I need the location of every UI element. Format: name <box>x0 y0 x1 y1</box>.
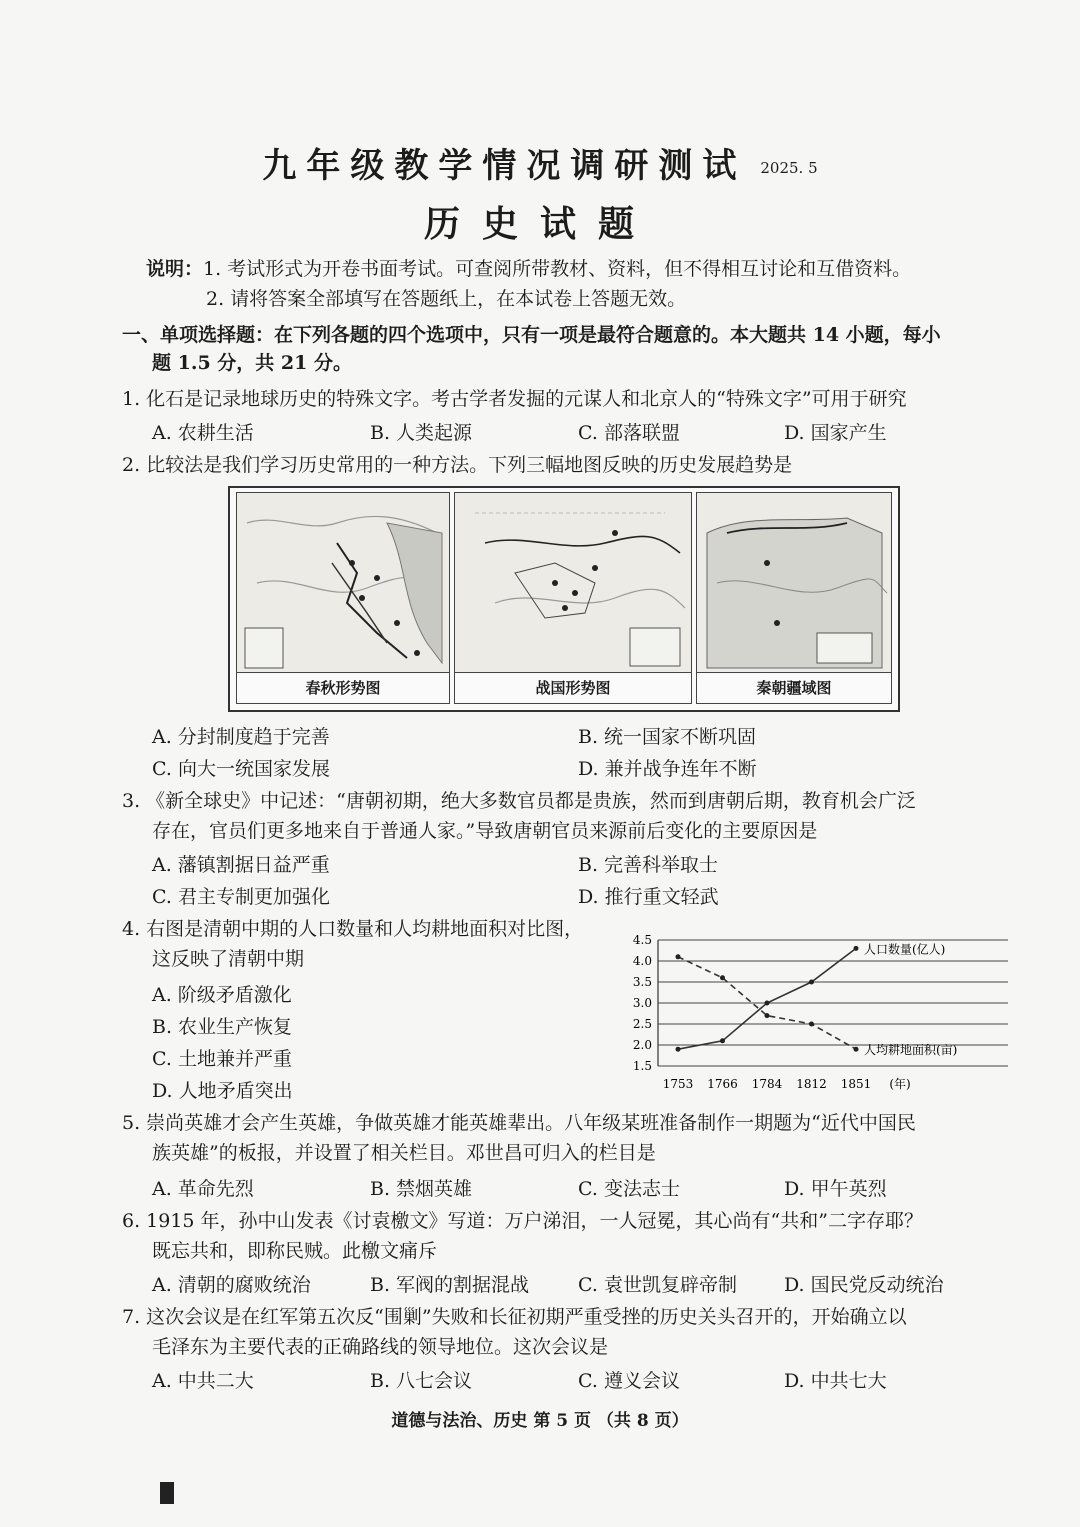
question-5-stem-line-2: 族英雄”的板报，并设置了相关栏目。邓世昌可归入的栏目是 <box>152 1142 656 1164</box>
section-heading-line-1: 一、单项选择题：在下列各题的四个选项中，只有一项是最符合题意的。本大题共 14 小题，每小 <box>122 324 941 346</box>
chart-x-tick-label: 1766 <box>707 1077 738 1091</box>
chart-y-tick-label: 2.5 <box>632 1017 652 1031</box>
chart-y-tick-label: 3.0 <box>632 996 652 1010</box>
chart-point <box>854 1047 859 1052</box>
question-6-option-c: C. 袁世凯复辟帝制 <box>578 1274 737 1296</box>
exam-title-text: 九年级教学情况调研测试 <box>262 146 747 186</box>
question-2-stem: 2. 比较法是我们学习历史常用的一种方法。下列三幅地图反映的历史发展趋势是 <box>122 454 793 476</box>
chart-series-label-2: 人均耕地面积(亩) <box>864 1043 958 1058</box>
chart-point <box>809 980 814 985</box>
map-spring-autumn-drawing <box>237 493 449 673</box>
scan-mark <box>160 1482 174 1504</box>
question-2-option-b: B. 统一国家不断巩固 <box>578 726 757 748</box>
chart-y-tick-label: 4.0 <box>632 954 652 968</box>
chart-point <box>854 946 859 951</box>
chart-series-label-1: 人口数量(亿人) <box>864 942 946 957</box>
notes <box>146 256 911 282</box>
question-4-option-a: A. 阶级矛盾激化 <box>152 984 292 1006</box>
question-4-option-b: B. 农业生产恢复 <box>152 1016 293 1038</box>
question-5-option-c: C. 变法志士 <box>578 1178 680 1200</box>
question-4-stem-line-1: 4. 右图是清朝中期的人口数量和人均耕地面积对比图， <box>122 918 584 940</box>
question-3-option-b: B. 完善科举取士 <box>578 854 719 876</box>
question-4-stem-line-2: 这反映了清朝中期 <box>152 948 305 970</box>
notes-item-2: 2. 请将答案全部填写在答题纸上，在本试卷上答题无效。 <box>206 288 687 310</box>
question-7-option-c: C. 遵义会议 <box>578 1370 680 1392</box>
question-6-option-a: A. 清朝的腐败统治 <box>152 1274 311 1296</box>
question-3-stem-line-2: 存在，官员们更多地来自于普通人家。”导致唐朝官员来源前后变化的主要原因是 <box>152 820 818 842</box>
question-6-option-d: D. 国民党反动统治 <box>784 1274 944 1296</box>
question-6-option-b: B. 军阀的割据混战 <box>370 1274 530 1296</box>
map-spring-autumn <box>236 492 450 704</box>
question-5-option-a: A. 革命先烈 <box>152 1178 254 1200</box>
chart-x-tick-label: 1784 <box>751 1077 783 1091</box>
chart-svg <box>618 930 1008 1095</box>
question-5-option-d: D. 甲午英烈 <box>784 1178 887 1200</box>
notes-label: 说明： <box>146 258 204 280</box>
question-2-option-c: C. 向大一统国家发展 <box>152 758 330 780</box>
chart-point <box>765 1001 770 1006</box>
map-caption-warring-states: 战国形势图 <box>455 672 691 703</box>
chart-y-tick-label: 1.5 <box>632 1059 652 1073</box>
page-footer: 道德与法治、历史 第 5 页 （共 8 页） <box>391 1411 689 1431</box>
section-heading-line-2: 题 1.5 分，共 21 分。 <box>152 352 352 374</box>
chart-x-tick-label: 1812 <box>796 1077 827 1091</box>
chart-y-tick-label: 3.5 <box>632 975 652 989</box>
question-2-option-a: A. 分封制度趋于完善 <box>152 726 330 748</box>
map-qin-territory-drawing <box>697 493 891 673</box>
question-5-option-b: B. 禁烟英雄 <box>370 1178 473 1200</box>
question-4-option-d: D. 人地矛盾突出 <box>152 1080 293 1102</box>
exam-date: 2025. 5 <box>760 159 818 177</box>
question-7-stem-line-1: 7. 这次会议是在红军第五次反“围剿”失败和长征初期严重受挫的历史关头召开的，开始确立以 <box>122 1306 907 1328</box>
question-4-option-c: C. 土地兼并严重 <box>152 1048 292 1070</box>
chart-y-tick-label: 4.5 <box>632 933 652 947</box>
question-3-option-d: D. 推行重文轻武 <box>578 886 719 908</box>
chart-x-tick-label: 1851 <box>840 1077 872 1091</box>
map-caption-spring-autumn: 春秋形势图 <box>237 672 449 703</box>
question-2-option-d: D. 兼并战争连年不断 <box>578 758 757 780</box>
notes-item-1: 1. 考试形式为开卷书面考试。可查阅所带教材、资料，但不得相互讨论和互借资料。 <box>203 258 912 280</box>
map-panel <box>228 486 900 712</box>
question-7-option-a: A. 中共二大 <box>152 1370 254 1392</box>
chart-point <box>676 1047 681 1052</box>
question-1-option-b: B. 人类起源 <box>370 422 473 444</box>
question-5-stem-line-1: 5. 崇尚英雄才会产生英雄，争做英雄才能英雄辈出。八年级某班准备制作一期题为“近代中国民 <box>122 1112 916 1134</box>
subject-title: 历史试题 <box>423 203 656 245</box>
question-3-option-c: C. 君主专制更加强化 <box>152 886 330 908</box>
question-1-stem: 1. 化石是记录地球历史的特殊文字。考古学者发掘的元谋人和北京人的“特殊文字”可用于研究 <box>122 388 907 410</box>
question-1-option-d: D. 国家产生 <box>784 422 887 444</box>
chart-point <box>809 1022 814 1027</box>
question-7-stem-line-2: 毛泽东为主要代表的正确路线的领导地位。这次会议是 <box>152 1336 609 1358</box>
map-caption-qin: 秦朝疆域图 <box>697 672 891 703</box>
map-warring-states-drawing <box>455 493 691 673</box>
question-1-option-c: C. 部落联盟 <box>578 422 680 444</box>
question-6-stem-line-1: 6. 1915 年，孙中山发表《讨袁檄文》写道：万户涕泪，一人冠冕，其心尚有“共和”二字存耶？ <box>122 1210 923 1232</box>
chart-point <box>765 1013 770 1018</box>
question-7-option-d: D. 中共七大 <box>784 1370 887 1392</box>
chart-point <box>720 975 725 980</box>
population-land-chart <box>618 930 1008 1095</box>
chart-y-tick-label: 2.0 <box>632 1038 652 1052</box>
map-warring-states <box>454 492 692 704</box>
question-7-option-b: B. 八七会议 <box>370 1370 473 1392</box>
chart-point <box>720 1038 725 1043</box>
map-qin-territory <box>696 492 892 704</box>
question-3-option-a: A. 藩镇割据日益严重 <box>152 854 330 876</box>
question-3-stem-line-1: 3. 《新全球史》中记述：“唐朝初期，绝大多数官员都是贵族，然而到唐朝后期，教育机会广泛 <box>122 790 916 812</box>
exam-title <box>0 138 1080 187</box>
chart-x-axis-label: (年) <box>889 1077 911 1091</box>
question-1-option-a: A. 农耕生活 <box>152 422 254 444</box>
chart-x-tick-label: 1753 <box>662 1077 694 1091</box>
question-6-stem-line-2: 既忘共和，即称民贼。此檄文痛斥 <box>152 1240 438 1262</box>
chart-point <box>676 954 681 959</box>
